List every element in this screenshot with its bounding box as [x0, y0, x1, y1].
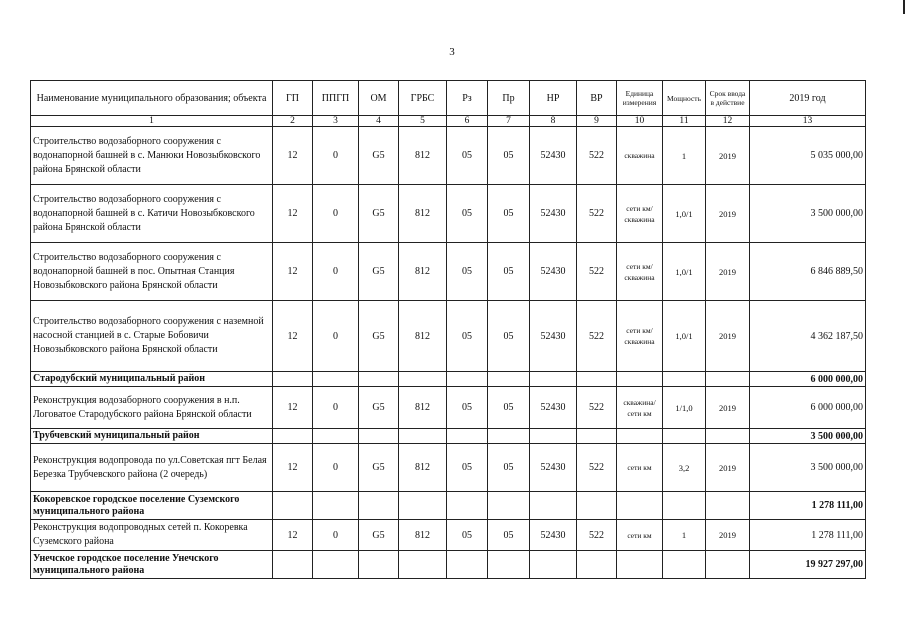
grbs-cell: 812	[399, 520, 447, 551]
unit-cell: сети км/скважина	[617, 301, 663, 372]
term-cell: 2019	[706, 243, 750, 301]
table-body	[31, 127, 866, 579]
gp-cell: 12	[273, 127, 313, 185]
om-cell: G5	[359, 301, 399, 372]
group-amount: 19 927 297,00	[750, 551, 866, 579]
empty-cell	[663, 492, 706, 520]
amount-cell: 1 278 111,00	[750, 520, 866, 551]
empty-cell	[577, 429, 617, 444]
column-number: 1	[31, 116, 273, 127]
header-row	[31, 81, 866, 116]
amount-cell: 3 500 000,00	[750, 444, 866, 492]
empty-cell	[530, 551, 577, 579]
gp-cell: 12	[273, 444, 313, 492]
pr-cell: 05	[488, 520, 530, 551]
column-number: 2	[273, 116, 313, 127]
empty-cell	[399, 429, 447, 444]
empty-cell	[577, 551, 617, 579]
power-cell: 1,0/1	[663, 185, 706, 243]
header-unit: Единица измерения	[617, 81, 663, 116]
vr-cell: 522	[577, 387, 617, 429]
pr-cell: 05	[488, 301, 530, 372]
column-number: 13	[750, 116, 866, 127]
group-amount: 3 500 000,00	[750, 429, 866, 444]
power-cell: 1/1,0	[663, 387, 706, 429]
object-name: Реконструкция водозаборного сооружения в н.п. Логоватое Стародубского района Брянской области	[31, 387, 273, 429]
gp-cell: 12	[273, 387, 313, 429]
rz-cell: 05	[447, 301, 488, 372]
empty-cell	[663, 429, 706, 444]
power-cell: 3,2	[663, 444, 706, 492]
om-cell: G5	[359, 127, 399, 185]
column-number: 4	[359, 116, 399, 127]
empty-cell	[530, 372, 577, 387]
empty-cell	[577, 492, 617, 520]
object-name: Строительство водозаборного сооружения с наземной насосной станцией в с. Старые Бобовичи Новозыбковского района Брянской области	[31, 301, 273, 372]
unit-cell: сети км/скважина	[617, 185, 663, 243]
object-name: Реконструкция водопроводных сетей п. Кокоревка Суземского района	[31, 520, 273, 551]
unit-cell: сети км	[617, 520, 663, 551]
object-name: Строительство водозаборного сооружения с водонапорной башней в с. Катичи Новозыбковского района Брянской области	[31, 185, 273, 243]
empty-cell	[706, 429, 750, 444]
grbs-cell: 812	[399, 301, 447, 372]
gp-cell: 12	[273, 520, 313, 551]
amount-cell: 4 362 187,50	[750, 301, 866, 372]
group-name: Стародубский муниципальный район	[31, 372, 273, 387]
column-number: 8	[530, 116, 577, 127]
empty-cell	[313, 492, 359, 520]
header-vr: ВР	[577, 81, 617, 116]
group-amount: 1 278 111,00	[750, 492, 866, 520]
term-cell: 2019	[706, 127, 750, 185]
column-number: 3	[313, 116, 359, 127]
column-number: 7	[488, 116, 530, 127]
term-cell: 2019	[706, 301, 750, 372]
table-row	[31, 444, 866, 492]
empty-cell	[399, 551, 447, 579]
vr-cell: 522	[577, 444, 617, 492]
empty-cell	[313, 372, 359, 387]
empty-cell	[447, 551, 488, 579]
empty-cell	[399, 492, 447, 520]
rz-cell: 05	[447, 243, 488, 301]
group-row	[31, 492, 866, 520]
om-cell: G5	[359, 387, 399, 429]
empty-cell	[359, 372, 399, 387]
unit-cell: сети км/скважина	[617, 243, 663, 301]
header-grbs: ГРБС	[399, 81, 447, 116]
term-cell: 2019	[706, 520, 750, 551]
gp-cell: 12	[273, 243, 313, 301]
group-row	[31, 372, 866, 387]
group-name: Унечское городское поселение Унечского муниципального района	[31, 551, 273, 579]
empty-cell	[488, 551, 530, 579]
nr-cell: 52430	[530, 387, 577, 429]
amount-cell: 5 035 000,00	[750, 127, 866, 185]
budget-table	[30, 80, 866, 579]
empty-cell	[617, 551, 663, 579]
unit-cell: скважина/сети км	[617, 387, 663, 429]
header-pr: Пр	[488, 81, 530, 116]
term-cell: 2019	[706, 444, 750, 492]
table-row	[31, 243, 866, 301]
empty-cell	[273, 372, 313, 387]
column-number: 10	[617, 116, 663, 127]
empty-cell	[359, 429, 399, 444]
empty-cell	[273, 429, 313, 444]
empty-cell	[617, 372, 663, 387]
power-cell: 1,0/1	[663, 301, 706, 372]
empty-cell	[488, 429, 530, 444]
pr-cell: 05	[488, 185, 530, 243]
grbs-cell: 812	[399, 185, 447, 243]
om-cell: G5	[359, 185, 399, 243]
grbs-cell: 812	[399, 243, 447, 301]
pr-cell: 05	[488, 127, 530, 185]
empty-cell	[617, 492, 663, 520]
rz-cell: 05	[447, 520, 488, 551]
empty-cell	[359, 492, 399, 520]
empty-cell	[447, 492, 488, 520]
power-cell: 1	[663, 127, 706, 185]
ppgp-cell: 0	[313, 520, 359, 551]
nr-cell: 52430	[530, 127, 577, 185]
empty-cell	[706, 551, 750, 579]
column-number: 6	[447, 116, 488, 127]
ppgp-cell: 0	[313, 185, 359, 243]
header-om: ОМ	[359, 81, 399, 116]
column-number: 9	[577, 116, 617, 127]
empty-cell	[313, 429, 359, 444]
gp-cell: 12	[273, 185, 313, 243]
empty-cell	[399, 372, 447, 387]
om-cell: G5	[359, 243, 399, 301]
group-amount: 6 000 000,00	[750, 372, 866, 387]
object-name: Строительство водозаборного сооружения с водонапорной башней в с. Манюки Новозыбковского района Брянской области	[31, 127, 273, 185]
header-gp: ГП	[273, 81, 313, 116]
column-number: 5	[399, 116, 447, 127]
unit-cell: сети км	[617, 444, 663, 492]
grbs-cell: 812	[399, 387, 447, 429]
header-rz: Рз	[447, 81, 488, 116]
empty-cell	[663, 551, 706, 579]
object-name: Строительство водозаборного сооружения с водонапорной башней в пос. Опытная Станция Новозыбковского района Брянской области	[31, 243, 273, 301]
header-ppgp: ППГП	[313, 81, 359, 116]
group-name: Трубчевский муниципальный район	[31, 429, 273, 444]
object-name: Реконструкция водопровода по ул.Советская пгт Белая Березка Трубчевского района (2 очередь)	[31, 444, 273, 492]
nr-cell: 52430	[530, 185, 577, 243]
vr-cell: 522	[577, 243, 617, 301]
table-row	[31, 520, 866, 551]
ppgp-cell: 0	[313, 387, 359, 429]
group-name: Кокоревское городское поселение Суземского муниципального района	[31, 492, 273, 520]
empty-cell	[577, 372, 617, 387]
vr-cell: 522	[577, 185, 617, 243]
header-year: 2019 год	[750, 81, 866, 116]
term-cell: 2019	[706, 387, 750, 429]
ppgp-cell: 0	[313, 127, 359, 185]
nr-cell: 52430	[530, 444, 577, 492]
nr-cell: 52430	[530, 243, 577, 301]
empty-cell	[488, 372, 530, 387]
empty-cell	[530, 492, 577, 520]
nr-cell: 52430	[530, 520, 577, 551]
table-row	[31, 185, 866, 243]
om-cell: G5	[359, 520, 399, 551]
page-number: 3	[449, 46, 455, 58]
group-row	[31, 551, 866, 579]
empty-cell	[313, 551, 359, 579]
column-number: 12	[706, 116, 750, 127]
empty-cell	[617, 429, 663, 444]
column-number: 11	[663, 116, 706, 127]
term-cell: 2019	[706, 185, 750, 243]
empty-cell	[706, 492, 750, 520]
column-number-row	[31, 116, 866, 127]
header-power: Мощность	[663, 81, 706, 116]
empty-cell	[447, 429, 488, 444]
header-name: Наименование муниципального образования; объекта	[31, 81, 273, 116]
rz-cell: 05	[447, 127, 488, 185]
power-cell: 1,0/1	[663, 243, 706, 301]
pr-cell: 05	[488, 243, 530, 301]
vr-cell: 522	[577, 301, 617, 372]
empty-cell	[273, 492, 313, 520]
gp-cell: 12	[273, 301, 313, 372]
amount-cell: 6 000 000,00	[750, 387, 866, 429]
header-nr: НР	[530, 81, 577, 116]
om-cell: G5	[359, 444, 399, 492]
empty-cell	[706, 372, 750, 387]
grbs-cell: 812	[399, 444, 447, 492]
pr-cell: 05	[488, 444, 530, 492]
empty-cell	[488, 492, 530, 520]
power-cell: 1	[663, 520, 706, 551]
ppgp-cell: 0	[313, 301, 359, 372]
grbs-cell: 812	[399, 127, 447, 185]
table-row	[31, 387, 866, 429]
vr-cell: 522	[577, 520, 617, 551]
pr-cell: 05	[488, 387, 530, 429]
vr-cell: 522	[577, 127, 617, 185]
table-row	[31, 127, 866, 185]
header-term: Срок ввода в действие	[706, 81, 750, 116]
empty-cell	[530, 429, 577, 444]
empty-cell	[447, 372, 488, 387]
amount-cell: 6 846 889,50	[750, 243, 866, 301]
table-row	[31, 301, 866, 372]
empty-cell	[663, 372, 706, 387]
group-row	[31, 429, 866, 444]
empty-cell	[273, 551, 313, 579]
ppgp-cell: 0	[313, 444, 359, 492]
rz-cell: 05	[447, 185, 488, 243]
amount-cell: 3 500 000,00	[750, 185, 866, 243]
rz-cell: 05	[447, 387, 488, 429]
empty-cell	[359, 551, 399, 579]
ppgp-cell: 0	[313, 243, 359, 301]
unit-cell: скважина	[617, 127, 663, 185]
rz-cell: 05	[447, 444, 488, 492]
nr-cell: 52430	[530, 301, 577, 372]
